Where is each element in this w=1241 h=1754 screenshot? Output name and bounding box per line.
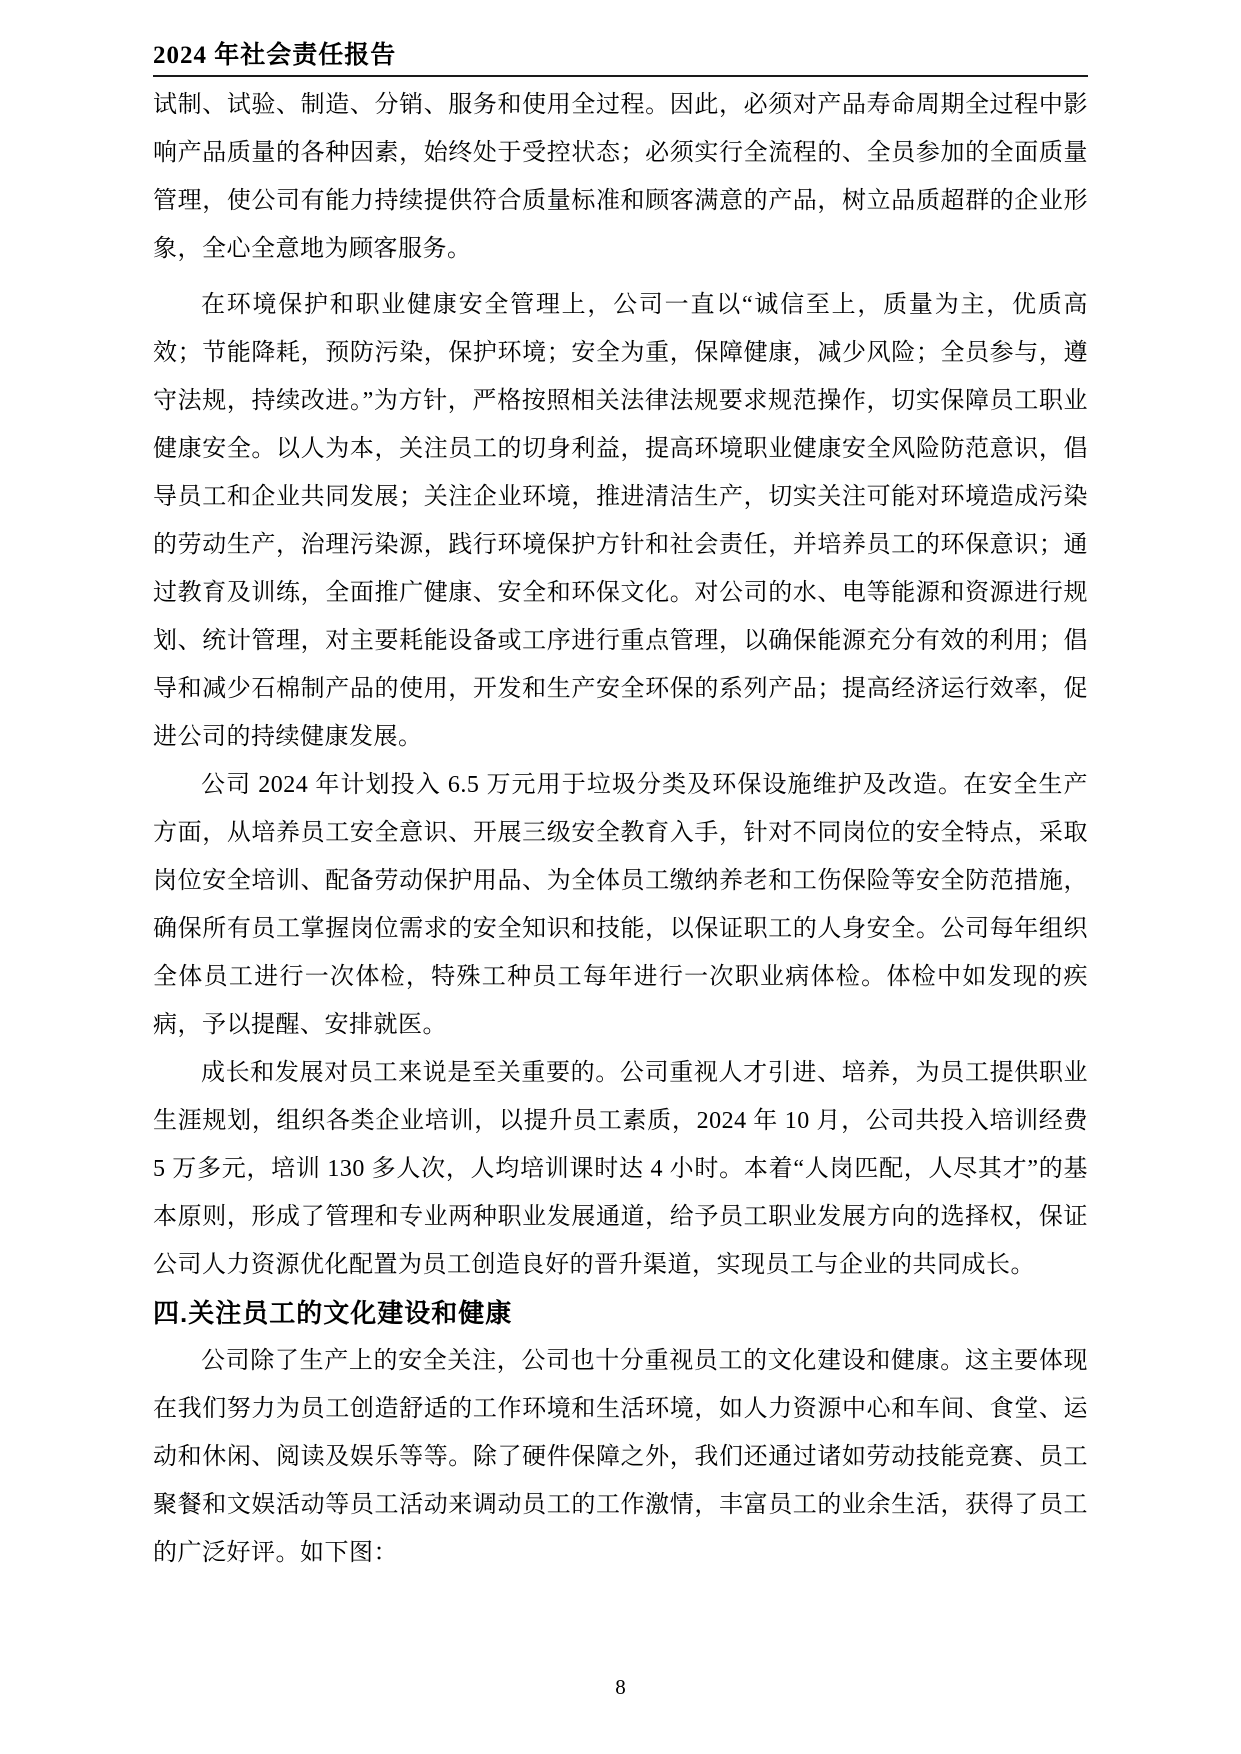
page-number: 8 [615, 1675, 626, 1699]
page-header [153, 42, 1088, 77]
report-header-title: 2024 年社会责任报告 [153, 42, 397, 69]
section-heading-culture-and-health: 四.关注员工的文化建设和健康 [153, 1298, 513, 1328]
paragraph-ehs-policy: 在环境保护和职业健康安全管理上，公司一直以“诚信至上，质量为主，优质高效；节能降耗，预防污染，保护环境；安全为重，保障健康，减少风险；全员参与，遵守法规，持续改进。”为方针，严格按照相关法律法规要求规范操作，切实保障员工职业健康安全。以人为本，关注员工的切身利益，提高环境职业健康安全风险防范意识，倡导员工和企业共同发展；关注企业环境，推进清洁生产，切实关注可能对环境造成污染的劳动生产，治理污染源，践行环境保护方针和社会责任，并培养员工的环保意识；通过教育及训练，全面推广健康、安全和环保文化。对公司的水、电等能源和资源进行规划、统计管理，对主要耗能设备或工序进行重点管理，以确保能源充分有效的利用；倡导和减少石棉制产品的使用，开发和生产安全环保的系列产品；提高经济运行效率，促进公司的持续健康发展。 [153, 292, 1088, 750]
page-footer [0, 1674, 1241, 1700]
paragraph-culture-health: 公司除了生产上的安全关注，公司也十分重视员工的文化建设和健康。这主要体现在我们努力为员工创造舒适的工作环境和生活环境，如人力资源中心和车间、食堂、运动和休闲、阅读及娱乐等等。除了硬件保障之外，我们还通过诸如劳动技能竞赛、员工聚餐和文娱活动等员工活动来调动员工的工作激情，丰富员工的业余生活，获得了员工的广泛好评。如下图： [153, 1348, 1088, 1566]
paragraph-quality-management: 试制、试验、制造、分销、服务和使用全过程。因此，必须对产品寿命周期全过程中影响产品质量的各种因素，始终处于受控状态；必须实行全流程的、全员参加的全面质量管理，使公司有能力持续提供符合质量标准和顾客满意的产品，树立品质超群的企业形象，全心全意地为顾客服务。 [153, 92, 1088, 262]
paragraph-safety-production: 公司 2024 年计划投入 6.5 万元用于垃圾分类及环保设施维护及改造。在安全生产方面，从培养员工安全意识、开展三级安全教育入手，针对不同岗位的安全特点，采取岗位安全培训、配备劳动保护用品、为全体员工缴纳养老和工伤保险等安全防范措施，确保所有员工掌握岗位需求的安全知识和技能，以保证职工的人身安全。公司每年组织全体员工进行一次体检，特殊工种员工每年进行一次职业病体检。体检中如发现的疾病，予以提醒、安排就医。 [153, 772, 1088, 1038]
document-body [153, 81, 1088, 1577]
paragraph-training-development: 成长和发展对员工来说是至关重要的。公司重视人才引进、培养，为员工提供职业生涯规划，组织各类企业培训，以提升员工素质，2024 年 10 月，公司共投入培训经费 5 万多元，培训 130 多人次，人均培训课时达 4 小时。本着“人岗匹配，人尽其才”的基本原则，形成了管理和专业两种职业发展通道，给予员工职业发展方向的选择权，保证公司人力资源优化配置为员工创造良好的晋升渠道，实现员工与企业的共同成长。 [153, 1060, 1088, 1278]
